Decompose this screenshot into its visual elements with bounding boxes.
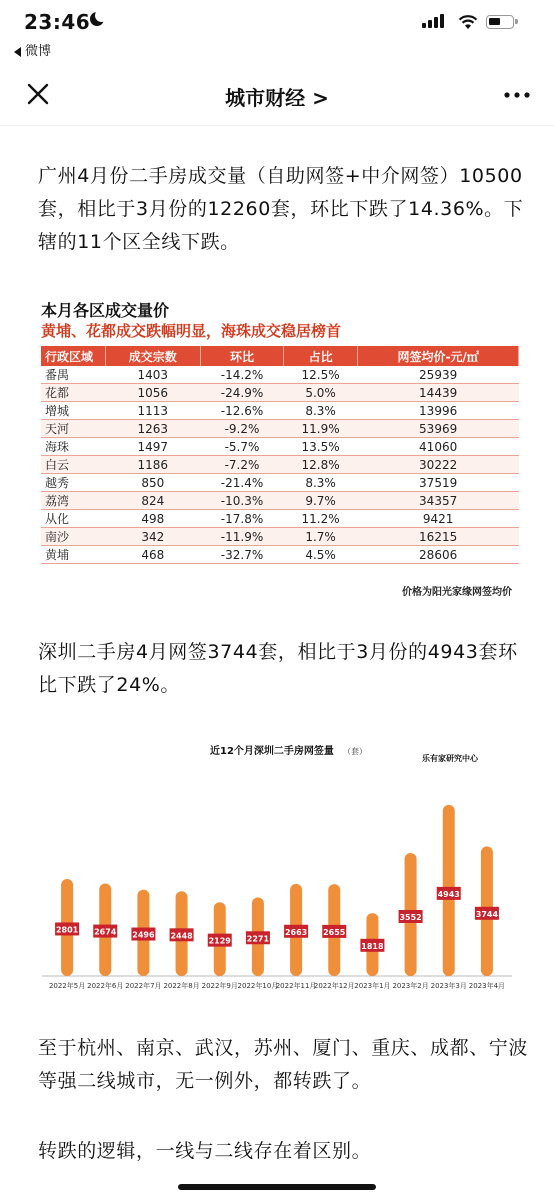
table-cell: 850 <box>105 474 201 492</box>
nav-bar <box>0 64 554 126</box>
table-cell: 28606 <box>358 546 519 564</box>
x-tick-label: 2022年6月 <box>87 982 124 990</box>
x-tick-label: 2023年4月 <box>468 982 506 990</box>
table-cell: 8.3% <box>283 474 357 492</box>
table-row <box>41 492 519 510</box>
table-header-cell: 网签均价-元/㎡ <box>358 346 519 366</box>
table-row <box>41 474 519 492</box>
bar-chart <box>30 734 524 996</box>
chart-unit-label: （套） <box>343 747 367 756</box>
table-cell: -12.6% <box>201 402 284 420</box>
table-cell: 1403 <box>105 366 201 384</box>
cellular-signal-icon <box>422 14 446 28</box>
table-cell: 11.9% <box>283 420 357 438</box>
data-label: 2496 <box>132 930 155 940</box>
table-cell: 41060 <box>358 438 519 456</box>
x-tick-label: 2023年1月 <box>354 982 391 990</box>
back-arrow-icon <box>14 47 21 57</box>
shenzhen-bar-chart-image[interactable] <box>30 734 524 996</box>
data-label: 2448 <box>170 931 193 941</box>
table-cell: 824 <box>105 492 201 510</box>
table-cell: 53969 <box>358 420 519 438</box>
data-label: 2655 <box>323 927 346 937</box>
table-cell: 花都 <box>41 384 105 402</box>
data-label: 2801 <box>55 925 79 935</box>
table-row <box>41 384 519 402</box>
home-indicator[interactable] <box>178 1184 376 1190</box>
status-bar <box>0 0 554 59</box>
do-not-disturb-icon <box>90 12 104 26</box>
table-cell: -17.8% <box>201 510 284 528</box>
table-cell: 从化 <box>41 510 105 528</box>
table-cell: 342 <box>105 528 201 546</box>
x-tick-label: 2022年12月 <box>313 982 355 990</box>
table-cell: 1263 <box>105 420 201 438</box>
x-tick-label: 2022年9月 <box>201 982 238 990</box>
table-cell: 1113 <box>105 402 201 420</box>
table-header-cell: 环比 <box>201 346 284 366</box>
data-label: 4943 <box>437 889 460 899</box>
table-cell: 5.0% <box>283 384 357 402</box>
table-cell: -21.4% <box>201 474 284 492</box>
table-cell: 11.2% <box>283 510 357 528</box>
table-cell: 增城 <box>41 402 105 420</box>
table-row <box>41 438 519 456</box>
table-cell: -7.2% <box>201 456 284 474</box>
table-cell: 13996 <box>358 402 519 420</box>
table-cell: 9421 <box>358 510 519 528</box>
data-label: 3744 <box>475 909 499 919</box>
status-icons <box>422 12 532 32</box>
table-subtitle: 黄埔、花都成交跌幅明显，海珠成交稳居榜首 <box>41 322 342 340</box>
data-label: 2663 <box>284 927 308 937</box>
table-row <box>41 456 519 474</box>
table-cell: 30222 <box>358 456 519 474</box>
table-cell: 13.5% <box>283 438 357 456</box>
table-cell: 海珠 <box>41 438 105 456</box>
table-cell: 16215 <box>358 528 519 546</box>
table-cell: 黄埔 <box>41 546 105 564</box>
table-header-cell: 成交宗数 <box>105 346 201 366</box>
table-header-cell: 行政区域 <box>41 346 105 366</box>
back-app-label: 微博 <box>25 44 52 59</box>
table-cell: -24.9% <box>201 384 284 402</box>
table-header-cell: 占比 <box>283 346 357 366</box>
table-cell: 14439 <box>358 384 519 402</box>
table-cell: -9.2% <box>201 420 284 438</box>
x-tick-label: 2022年8月 <box>163 982 200 990</box>
back-to-app-link[interactable] <box>14 40 51 59</box>
table-row <box>41 366 519 384</box>
table-row <box>41 420 519 438</box>
table-cell: -11.9% <box>201 528 284 546</box>
table-cell: 4.5% <box>283 546 357 564</box>
table-cell: -32.7% <box>201 546 284 564</box>
table-cell: 1.7% <box>283 528 357 546</box>
table-cell: 1497 <box>105 438 201 456</box>
table-footnote: 价格为阳光家缘网签均价 <box>402 587 512 598</box>
table-cell: 荔湾 <box>41 492 105 510</box>
table-cell: 白云 <box>41 456 105 474</box>
table-cell: 越秀 <box>41 474 105 492</box>
data-label: 2129 <box>208 936 231 946</box>
page-title[interactable]: 城市财经 > <box>225 86 329 110</box>
data-label: 1818 <box>361 941 384 951</box>
table-cell: -14.2% <box>201 366 284 384</box>
table-cell: 天河 <box>41 420 105 438</box>
table-cell: -10.3% <box>201 492 284 510</box>
x-tick-label: 2022年7月 <box>125 982 162 990</box>
table-cell: 12.8% <box>283 456 357 474</box>
table-cell: -5.7% <box>201 438 284 456</box>
table-row <box>41 528 519 546</box>
table-cell: 37519 <box>358 474 519 492</box>
article-paragraph-3: 至于杭州、南京、武汉，苏州、厦门、重庆、成都、宁波等强二线城市，无一例外，都转跌了。 <box>38 1037 529 1092</box>
table-cell: 12.5% <box>283 366 357 384</box>
table-cell: 468 <box>105 546 201 564</box>
status-time: 23:46 <box>24 10 91 34</box>
table-cell: 8.3% <box>283 402 357 420</box>
guangzhou-district-table-image[interactable] <box>38 296 520 604</box>
x-tick-label: 2023年3月 <box>430 982 467 990</box>
table-cell: 1186 <box>105 456 201 474</box>
wifi-icon <box>458 14 478 30</box>
article-paragraph-2: 深圳二手房4月网签3744套，相比于3月份的4943套环比下跌了24%。 <box>38 641 518 696</box>
table-row <box>41 510 519 528</box>
x-tick-label: 2023年2月 <box>392 982 429 990</box>
chart-source: 乐有家研究中心 <box>422 754 478 763</box>
table-row <box>41 402 519 420</box>
table-cell: 1056 <box>105 384 201 402</box>
article-paragraph-1: 广州4月份二手房成交量（自助网签+中介网签）10500套，相比于3月份的12260套，环比下跌了14.36%。下辖的11个区全线下跌。 <box>38 165 524 253</box>
data-label: 2271 <box>246 934 270 944</box>
battery-icon <box>486 15 514 29</box>
table-cell: 498 <box>105 510 201 528</box>
x-tick-label: 2022年5月 <box>48 982 86 990</box>
x-tick-label: 2022年11月 <box>275 982 317 990</box>
x-tick-label: 2022年10月 <box>237 982 279 990</box>
data-label: 3552 <box>399 912 422 922</box>
more-icon[interactable] <box>504 92 530 98</box>
chart-title: 近12个月深圳二手房网签量 <box>210 746 334 757</box>
table-cell: 25939 <box>358 366 519 384</box>
district-table <box>41 346 519 564</box>
data-label: 2674 <box>94 927 117 937</box>
table-cell: 番禺 <box>41 366 105 384</box>
table-title: 本月各区成交量价 <box>41 301 170 320</box>
table-cell: 9.7% <box>283 492 357 510</box>
table-row <box>41 546 519 564</box>
table-cell: 南沙 <box>41 528 105 546</box>
article-paragraph-4: 转跌的逻辑，一线与二线存在着区别。 <box>38 1140 372 1162</box>
table-cell: 34357 <box>358 492 519 510</box>
